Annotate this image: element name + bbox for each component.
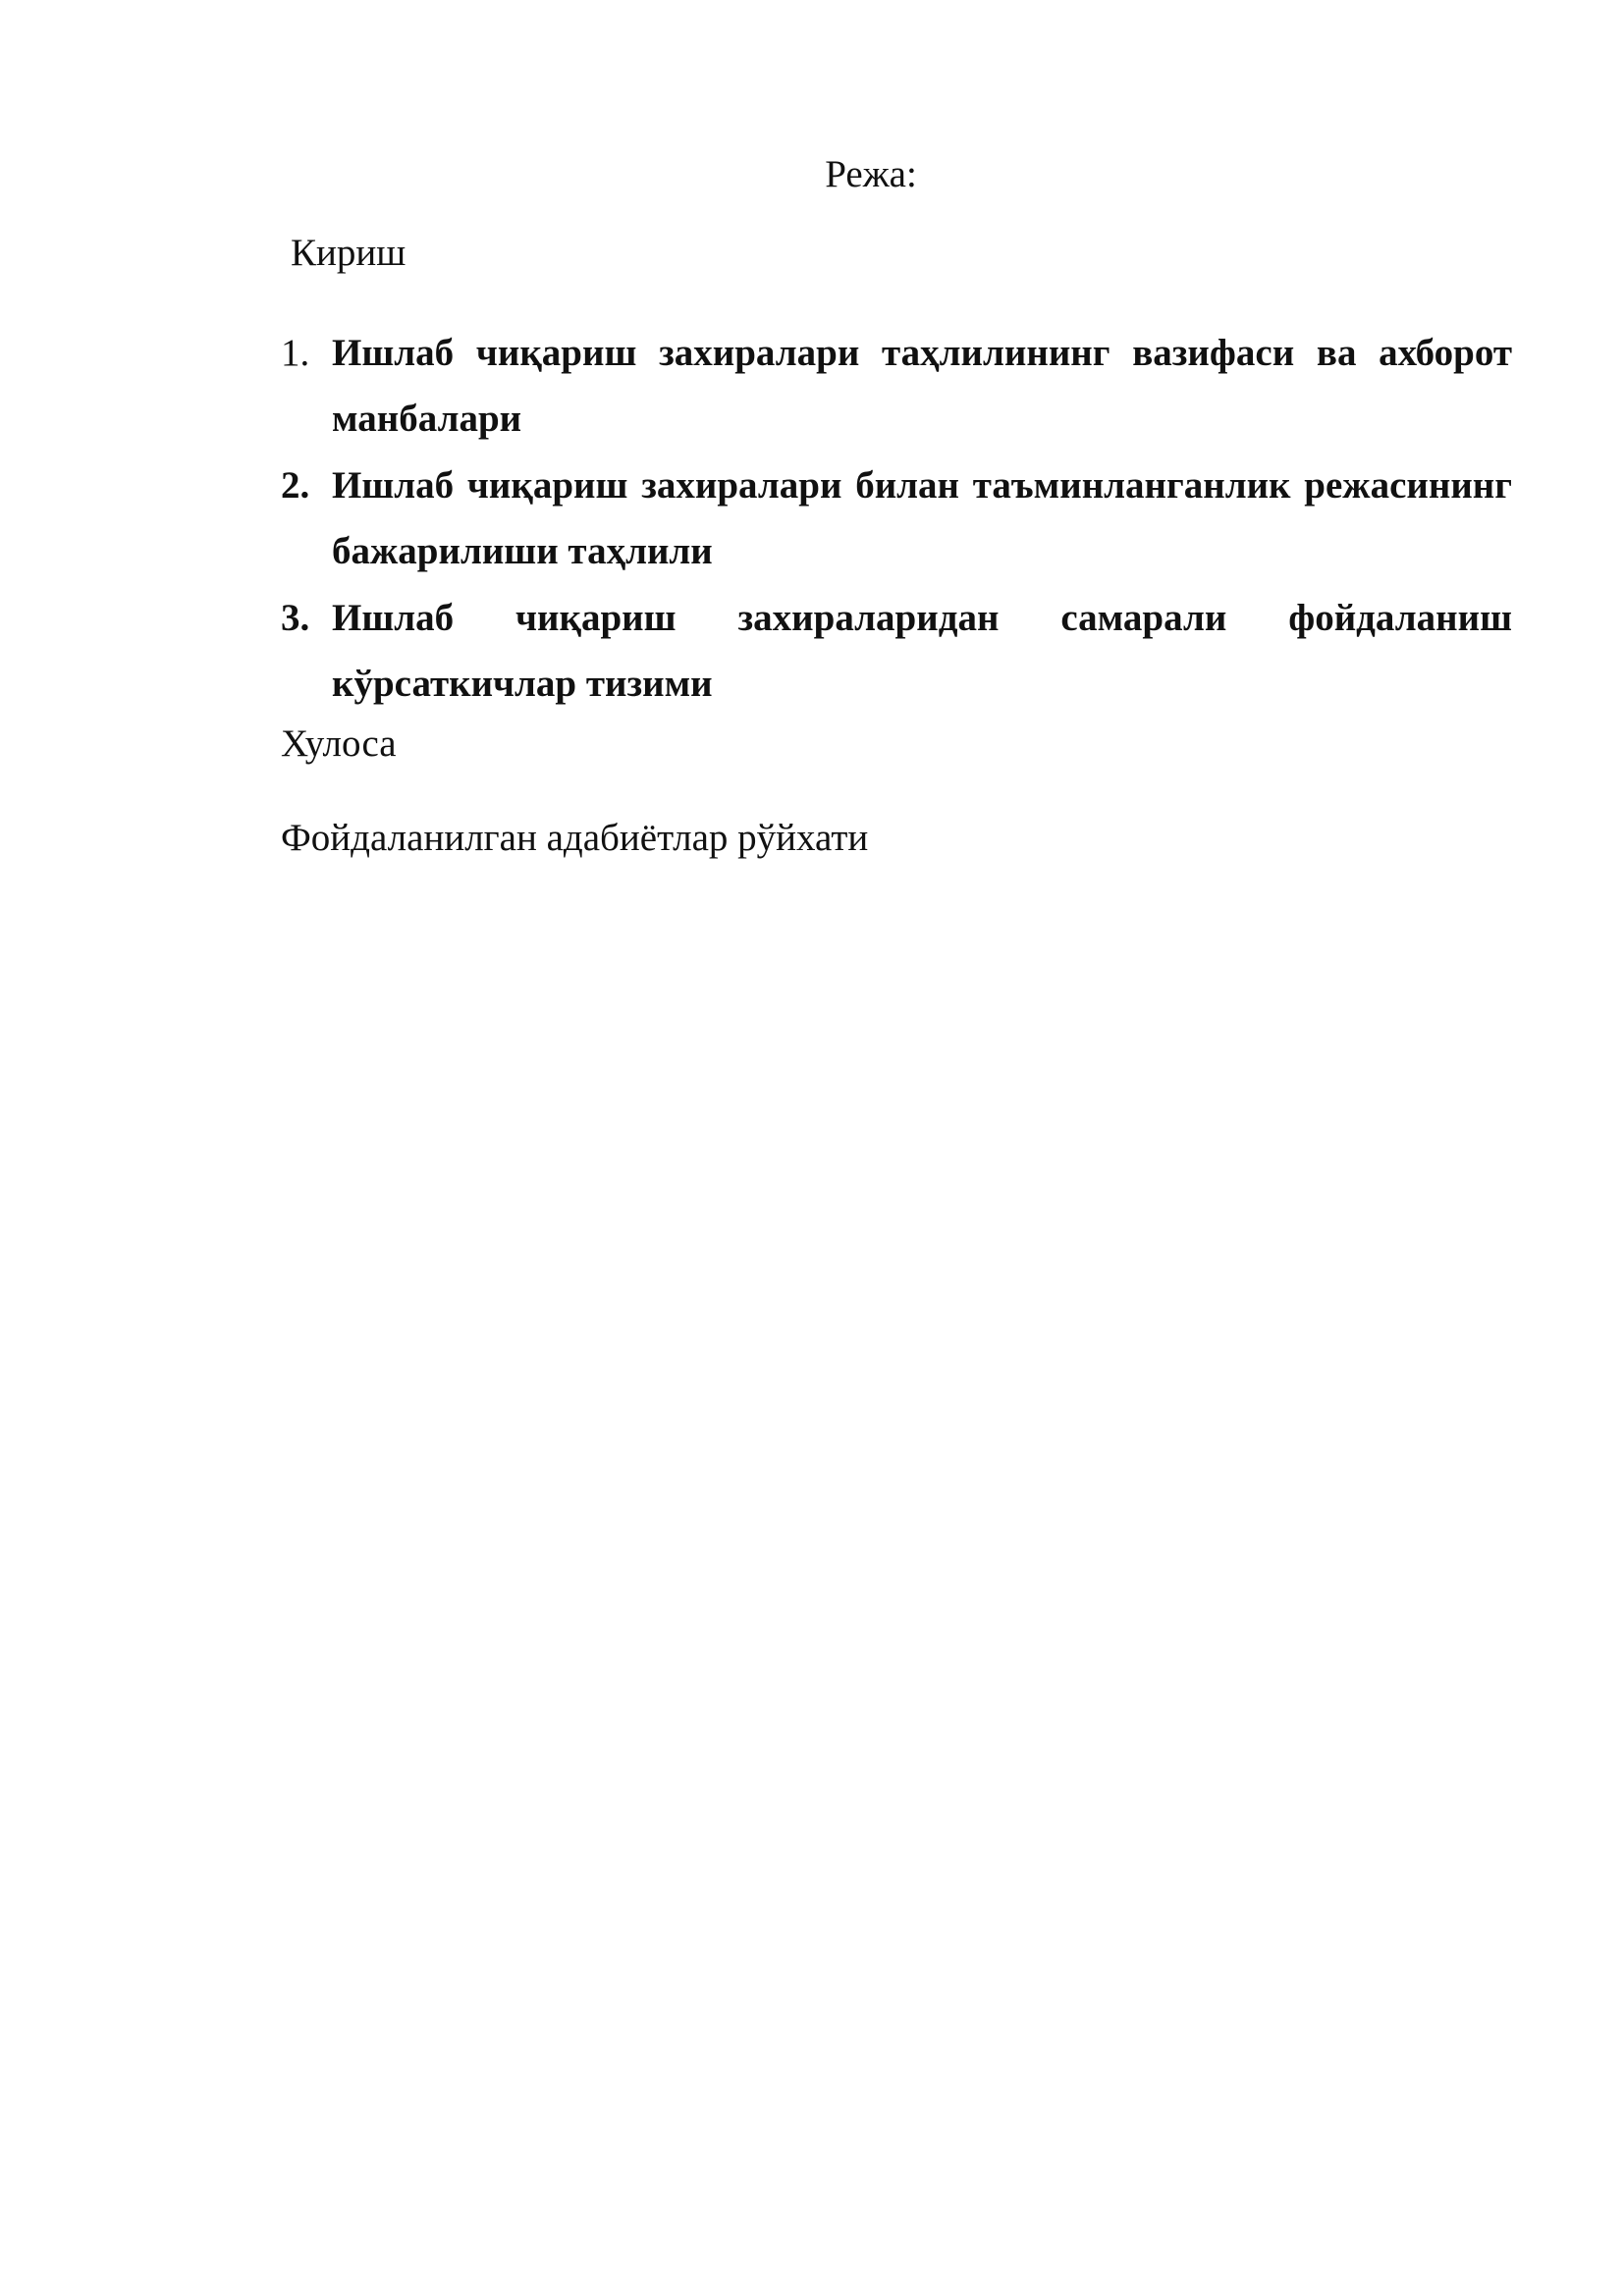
toc-intro: Кириш [291,232,406,274]
toc-item-number: 1. [281,332,310,374]
toc-conclusion: Хулоса [281,722,397,765]
page-title: Режа: [825,153,917,195]
toc-item-text: Ишлаб чиқариш захиралари билан таъминланганлик режасининг бажарилиши таҳлили [332,464,1512,572]
toc-item-1 [281,320,1512,452]
toc-list [281,320,1512,718]
toc-item-2 [281,453,1512,584]
toc-item-text: Ишлаб чиқариш захиралари таҳлилининг вазифаси ва ахборот манбалари [332,332,1512,440]
toc-item-number: 3. [281,597,310,639]
toc-item-text: Ишлаб чиқариш захираларидан самарали фойдаланиш кўрсаткичлар тизими [332,597,1512,705]
toc-item-number: 2. [281,464,310,507]
toc-references: Фойдаланилган адабиётлар рўйхати [281,817,869,859]
toc-item-3 [281,585,1512,717]
